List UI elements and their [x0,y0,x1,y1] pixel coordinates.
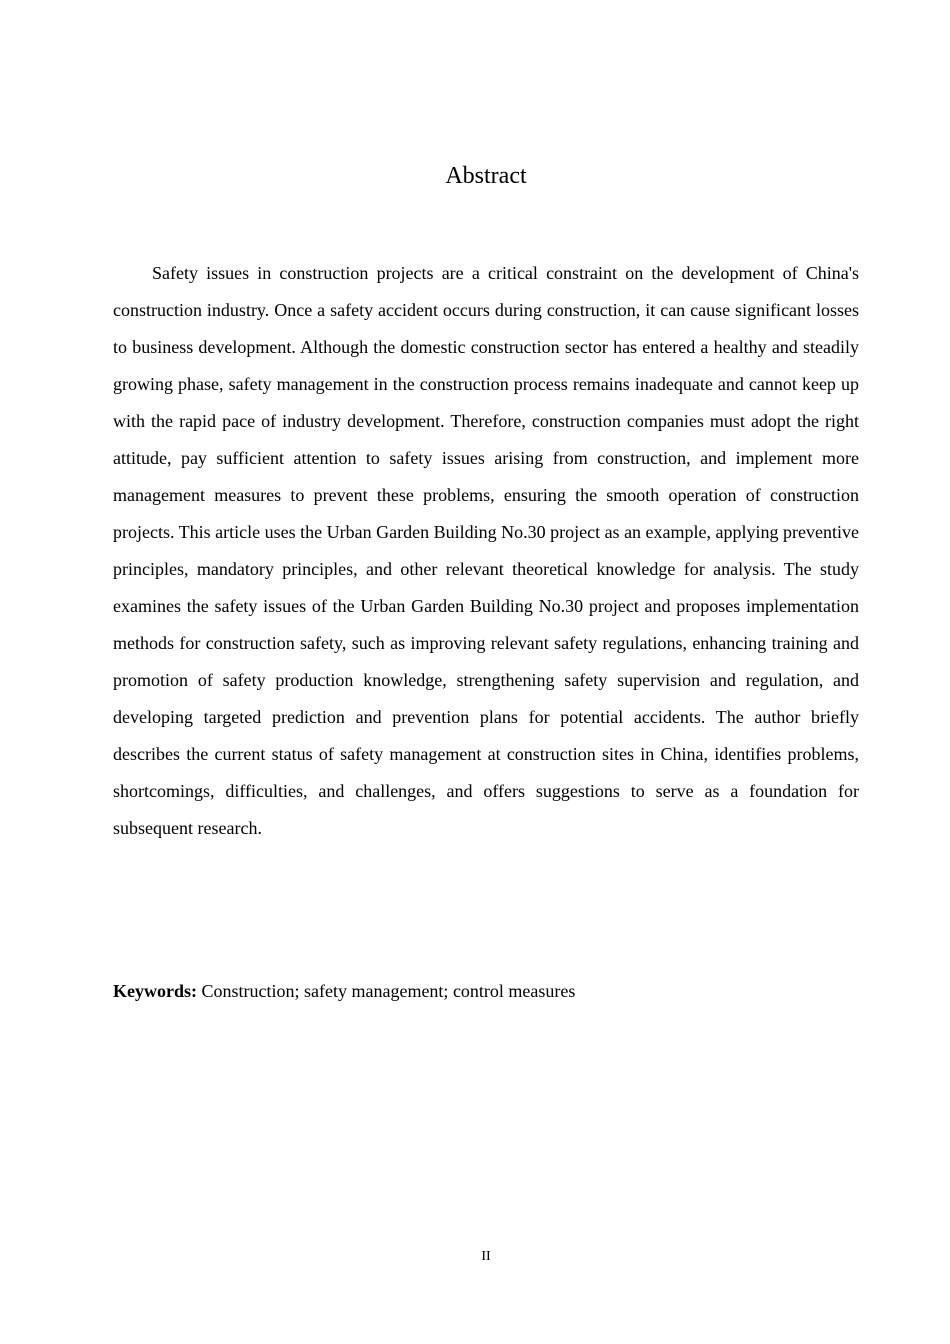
keywords-text: Construction; safety management; control measures [197,981,576,1001]
keywords-line [113,976,859,1006]
keywords-label: Keywords: [113,981,197,1001]
abstract-title: Abstract [445,163,527,189]
abstract-body: Safety issues in construction projects are a critical constraint on the development of China's construction industry. Once a safety accident occurs during construction, it can cause significant losses to business development. Although the domestic construction sector has entered a healthy and steadily growing phase, safety management in the construction process remains inadequate and cannot keep up with the rapid pace of industry development. Therefore, construction companies must adopt the right attitude, pay sufficient attention to safety issues arising from construction, and implement more management measures to prevent these problems, ensuring the smooth operation of construction projects. This article uses the Urban Garden Building No.30 project as an example, applying preventive principles, mandatory principles, and other relevant theoretical knowledge for analysis. The study examines the safety issues of the Urban Garden Building No.30 project and proposes implementation methods for construction safety, such as improving relevant safety regulations, enhancing training and promotion of safety production knowledge, strengthening safety supervision and regulation, and developing targeted prediction and prevention plans for potential accidents. The author briefly describes the current status of safety management at construction sites in China, identifies problems, shortcomings, difficulties, and challenges, and offers suggestions to serve as a foundation for subsequent research. [113,263,859,838]
page-number: II [481,1249,491,1264]
